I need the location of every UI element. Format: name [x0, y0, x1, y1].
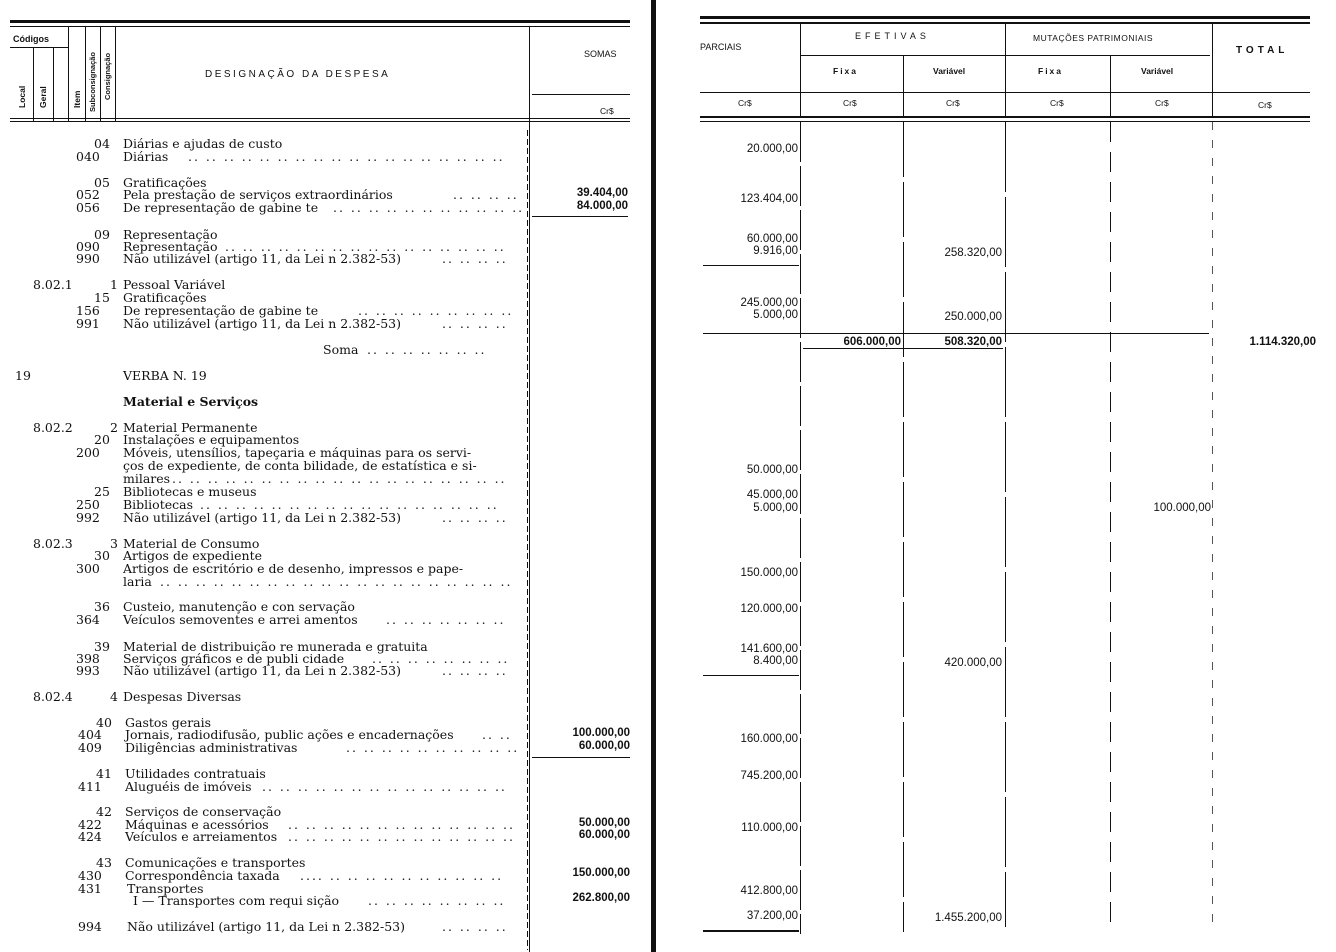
verba-number: 19 — [15, 368, 31, 383]
item-code: 42 — [96, 804, 112, 819]
item-code: 09 — [94, 227, 110, 242]
local-code: 8.02.4 — [33, 689, 73, 704]
mutacoes-variavel-currency: Cr$ — [1155, 98, 1169, 108]
local-code: 8.02.2 — [33, 420, 73, 435]
line-desc: Não utilizável (artigo 11, da Lei n 2.382-53) — [123, 663, 402, 678]
line-desc: laria — [123, 574, 152, 589]
efetivas-variavel-value: 508.320,00 — [944, 336, 1002, 348]
line-desc: Não utilizável (artigo 11, da Lei n 2.382-53) — [123, 251, 402, 266]
consig-code: 404 — [78, 727, 102, 742]
consig-code: 422 — [78, 817, 102, 832]
consig-code: 398 — [76, 651, 100, 666]
parcial-value: 160.000,00 — [740, 733, 798, 745]
parcial-value: 123.404,00 — [740, 193, 798, 205]
codigos-rule — [10, 47, 68, 48]
soma-value: 60.000,00 — [578, 740, 630, 752]
line-desc: Gratificações — [123, 175, 207, 190]
line-desc: Máquinas e acessórios — [125, 817, 269, 832]
line-desc: Serviços de conservação — [125, 804, 282, 819]
line-desc: De representação de gabine te — [123, 200, 319, 215]
section-title: Material e Serviços — [123, 394, 259, 409]
consig-code: 200 — [76, 445, 100, 460]
line-desc: Correspondência taxada — [125, 868, 280, 883]
consig-code: 994 — [78, 919, 102, 934]
parcial-value: 8.400,00 — [753, 655, 798, 667]
local-code: 8.02.3 — [33, 536, 73, 551]
parcial-value: 20.000,00 — [746, 143, 798, 155]
line-desc: I — Transportes com requi sição — [133, 893, 340, 908]
header-bottom-rule-2 — [10, 121, 630, 122]
item-code: 36 — [94, 599, 110, 614]
line-desc: De representação de gabine te — [123, 303, 319, 318]
line-desc: Móveis, utensílios, tapeçaria e máquinas para os servi- — [123, 445, 472, 460]
line-desc: Diárias e ajudas de custo — [123, 136, 283, 151]
parcial-value: 5.000,00 — [753, 309, 798, 321]
consig-code: 431 — [78, 881, 102, 896]
parciais-currency: Cr$ — [738, 98, 752, 108]
item-code: 15 — [94, 290, 110, 305]
item-code: 4 — [110, 689, 118, 704]
line-desc: Representação — [123, 239, 218, 254]
line-desc: Material Permanente — [123, 420, 258, 435]
item-code: 30 — [94, 548, 110, 563]
somas-header: SOMAS — [584, 49, 617, 59]
somas-currency: Cr$ — [600, 106, 614, 116]
mutacoes-header: MUTAÇÕES PATRIMONIAIS — [1033, 33, 1154, 43]
parcial-value: 245.000,00 — [740, 297, 798, 309]
line-desc: Não utilizável (artigo 11, da Lei n 2.382-53) — [123, 510, 402, 525]
mutacoes-variavel-value: 100.000,00 — [1153, 502, 1211, 514]
consig-code: 300 — [76, 561, 100, 576]
item-code: 1 — [110, 277, 118, 292]
consig-code: 993 — [76, 663, 100, 678]
mutacoes-fixa-currency: Cr$ — [1050, 98, 1064, 108]
consig-code: 430 — [78, 868, 102, 883]
codigos-header: Códigos — [13, 34, 49, 44]
item-code: 39 — [94, 639, 110, 654]
item-code: 04 — [94, 136, 110, 151]
mutacoes-variavel-header: Variável — [1141, 66, 1174, 76]
line-desc: Comunicações e transportes — [125, 855, 306, 870]
consig-code: 991 — [76, 316, 100, 331]
parcial-value: 37.200,00 — [746, 910, 798, 922]
efetivas-variavel-value: 258.320,00 — [944, 247, 1002, 259]
line-desc: Pela prestação de serviços extraordinários — [123, 187, 393, 202]
line-desc: Veículos e arreiamentos — [125, 829, 278, 844]
efetivas-variavel-header: Variável — [933, 66, 966, 76]
efetivas-fixa-header: Fixa — [833, 66, 859, 76]
somas-column-rule — [529, 27, 530, 952]
efetivas-variavel-currency: Cr$ — [946, 98, 960, 108]
efetivas-variavel-value: 1.455.200,00 — [934, 912, 1002, 924]
line-desc: Jornais, radiodifusão, public ações e encadernações — [125, 727, 454, 742]
line-desc: Gastos gerais — [125, 715, 212, 730]
parcial-value: 60.000,00 — [746, 233, 798, 245]
parcial-value: 9.916,00 — [753, 245, 798, 257]
efetivas-variavel-value: 250.000,00 — [944, 311, 1002, 323]
soma-value: 39.404,00 — [576, 187, 628, 199]
soma-value: 60.000,00 — [578, 829, 630, 841]
soma-value: 50.000,00 — [578, 817, 630, 829]
item-code: 43 — [96, 855, 112, 870]
item-code: 25 — [94, 484, 110, 499]
line-desc: Custeio, manutenção e con servação — [123, 599, 355, 614]
consig-code: 090 — [76, 239, 100, 254]
parcial-value: 745.200,00 — [740, 770, 798, 782]
line-desc: Representação — [123, 227, 218, 242]
parciais-header: PARCIAIS — [700, 42, 742, 52]
line-desc: Instalações e equipamentos — [123, 432, 300, 447]
designacao-header: DESIGNAÇÃO DA DESPESA — [205, 69, 391, 80]
line-desc: Bibliotecas — [123, 497, 193, 512]
line-desc: ços de expediente, de conta bilidade, de estatística e si- — [123, 458, 477, 473]
parcial-value: 141.600,00 — [740, 643, 798, 655]
verba-title: VERBA N. 19 — [123, 368, 207, 383]
mutacoes-fixa-header: Fixa — [1038, 66, 1064, 76]
total-currency: Cr$ — [1258, 100, 1272, 110]
line-desc: Serviços gráficos e de publi cidade — [123, 651, 345, 666]
header-bottom-rule — [10, 118, 630, 119]
item-code: 20 — [94, 432, 110, 447]
efetivas-fixa-value: 606.000,00 — [843, 336, 901, 348]
consig-code: 056 — [76, 200, 100, 215]
consignacao-header: Consignação — [103, 52, 112, 100]
line-desc: Não utilizável (artigo 11, da Lei n 2.382-53) — [127, 919, 406, 934]
soma-value: 150.000,00 — [572, 867, 630, 879]
page-gutter — [651, 0, 656, 952]
line-desc: Material de distribuição re munerada e gratuita — [123, 639, 428, 654]
line-desc: Material de Consumo — [123, 536, 260, 551]
line-desc: Artigos de expediente — [123, 548, 263, 563]
line-desc: Bibliotecas e museus — [123, 484, 257, 499]
top-rule-thin — [10, 26, 630, 27]
consig-code: 156 — [76, 303, 100, 318]
line-desc: Despesas Diversas — [123, 689, 242, 704]
efetivas-header: EFETIVAS — [855, 31, 930, 41]
item-code: 40 — [96, 715, 112, 730]
parcial-value: 45.000,00 — [746, 489, 798, 501]
line-desc: Não utilizável (artigo 11, da Lei n 2.382-53) — [123, 316, 402, 331]
line-desc: Gratificações — [123, 290, 207, 305]
total-header: TOTAL — [1236, 45, 1289, 56]
geral-header: Geral — [38, 86, 48, 108]
consig-code: 250 — [76, 497, 100, 512]
consig-code: 040 — [76, 149, 100, 164]
local-code: 8.02.1 — [33, 277, 73, 292]
parcial-value: 412.800,00 — [740, 885, 798, 897]
line-desc: Diárias — [123, 149, 169, 164]
top-rule — [10, 20, 630, 23]
soma-value: 100.000,00 — [572, 727, 630, 739]
efetivas-fixa-currency: Cr$ — [843, 98, 857, 108]
line-desc: Veículos semoventes e arrei amentos — [123, 612, 358, 627]
parcial-value: 150.000,00 — [740, 567, 798, 579]
item-code: 2 — [110, 420, 118, 435]
consig-code: 990 — [76, 251, 100, 266]
consig-code: 364 — [76, 612, 100, 627]
parcial-value: 5.000,00 — [753, 502, 798, 514]
line-desc: Pessoal Variável — [123, 277, 226, 292]
efetivas-variavel-value: 420.000,00 — [944, 657, 1002, 669]
parcial-value: 110.000,00 — [741, 822, 798, 834]
soma-value: 262.800,00 — [572, 892, 630, 904]
local-header: Local — [17, 85, 27, 108]
line-desc: Diligências administrativas — [125, 740, 298, 755]
line-desc: milares — [123, 471, 171, 486]
item-header: Item — [72, 90, 82, 108]
line-desc: Transportes — [127, 881, 204, 896]
parcial-value: 120.000,00 — [740, 603, 798, 615]
line-desc: Artigos de escritório e de desenho, impressos e pape- — [123, 561, 464, 576]
consig-code: 409 — [78, 740, 102, 755]
item-code: 41 — [96, 766, 112, 781]
line-desc: Utilidades contratuais — [125, 766, 266, 781]
total-value: 1.114.320,00 — [1249, 336, 1316, 348]
consig-code: 411 — [78, 779, 102, 794]
consig-code: 052 — [76, 187, 100, 202]
consig-code: 424 — [78, 829, 102, 844]
item-code: 3 — [110, 536, 118, 551]
subconsignacao-header: Subconsignação — [88, 51, 97, 112]
somas-rule — [532, 94, 630, 95]
parcial-value: 50.000,00 — [746, 464, 798, 476]
line-desc: Aluguéis de imóveis — [125, 779, 252, 794]
consig-code: 992 — [76, 510, 100, 525]
item-code: 05 — [94, 175, 110, 190]
soma-label: Soma — [323, 342, 359, 357]
soma-value: 84.000,00 — [576, 200, 628, 212]
